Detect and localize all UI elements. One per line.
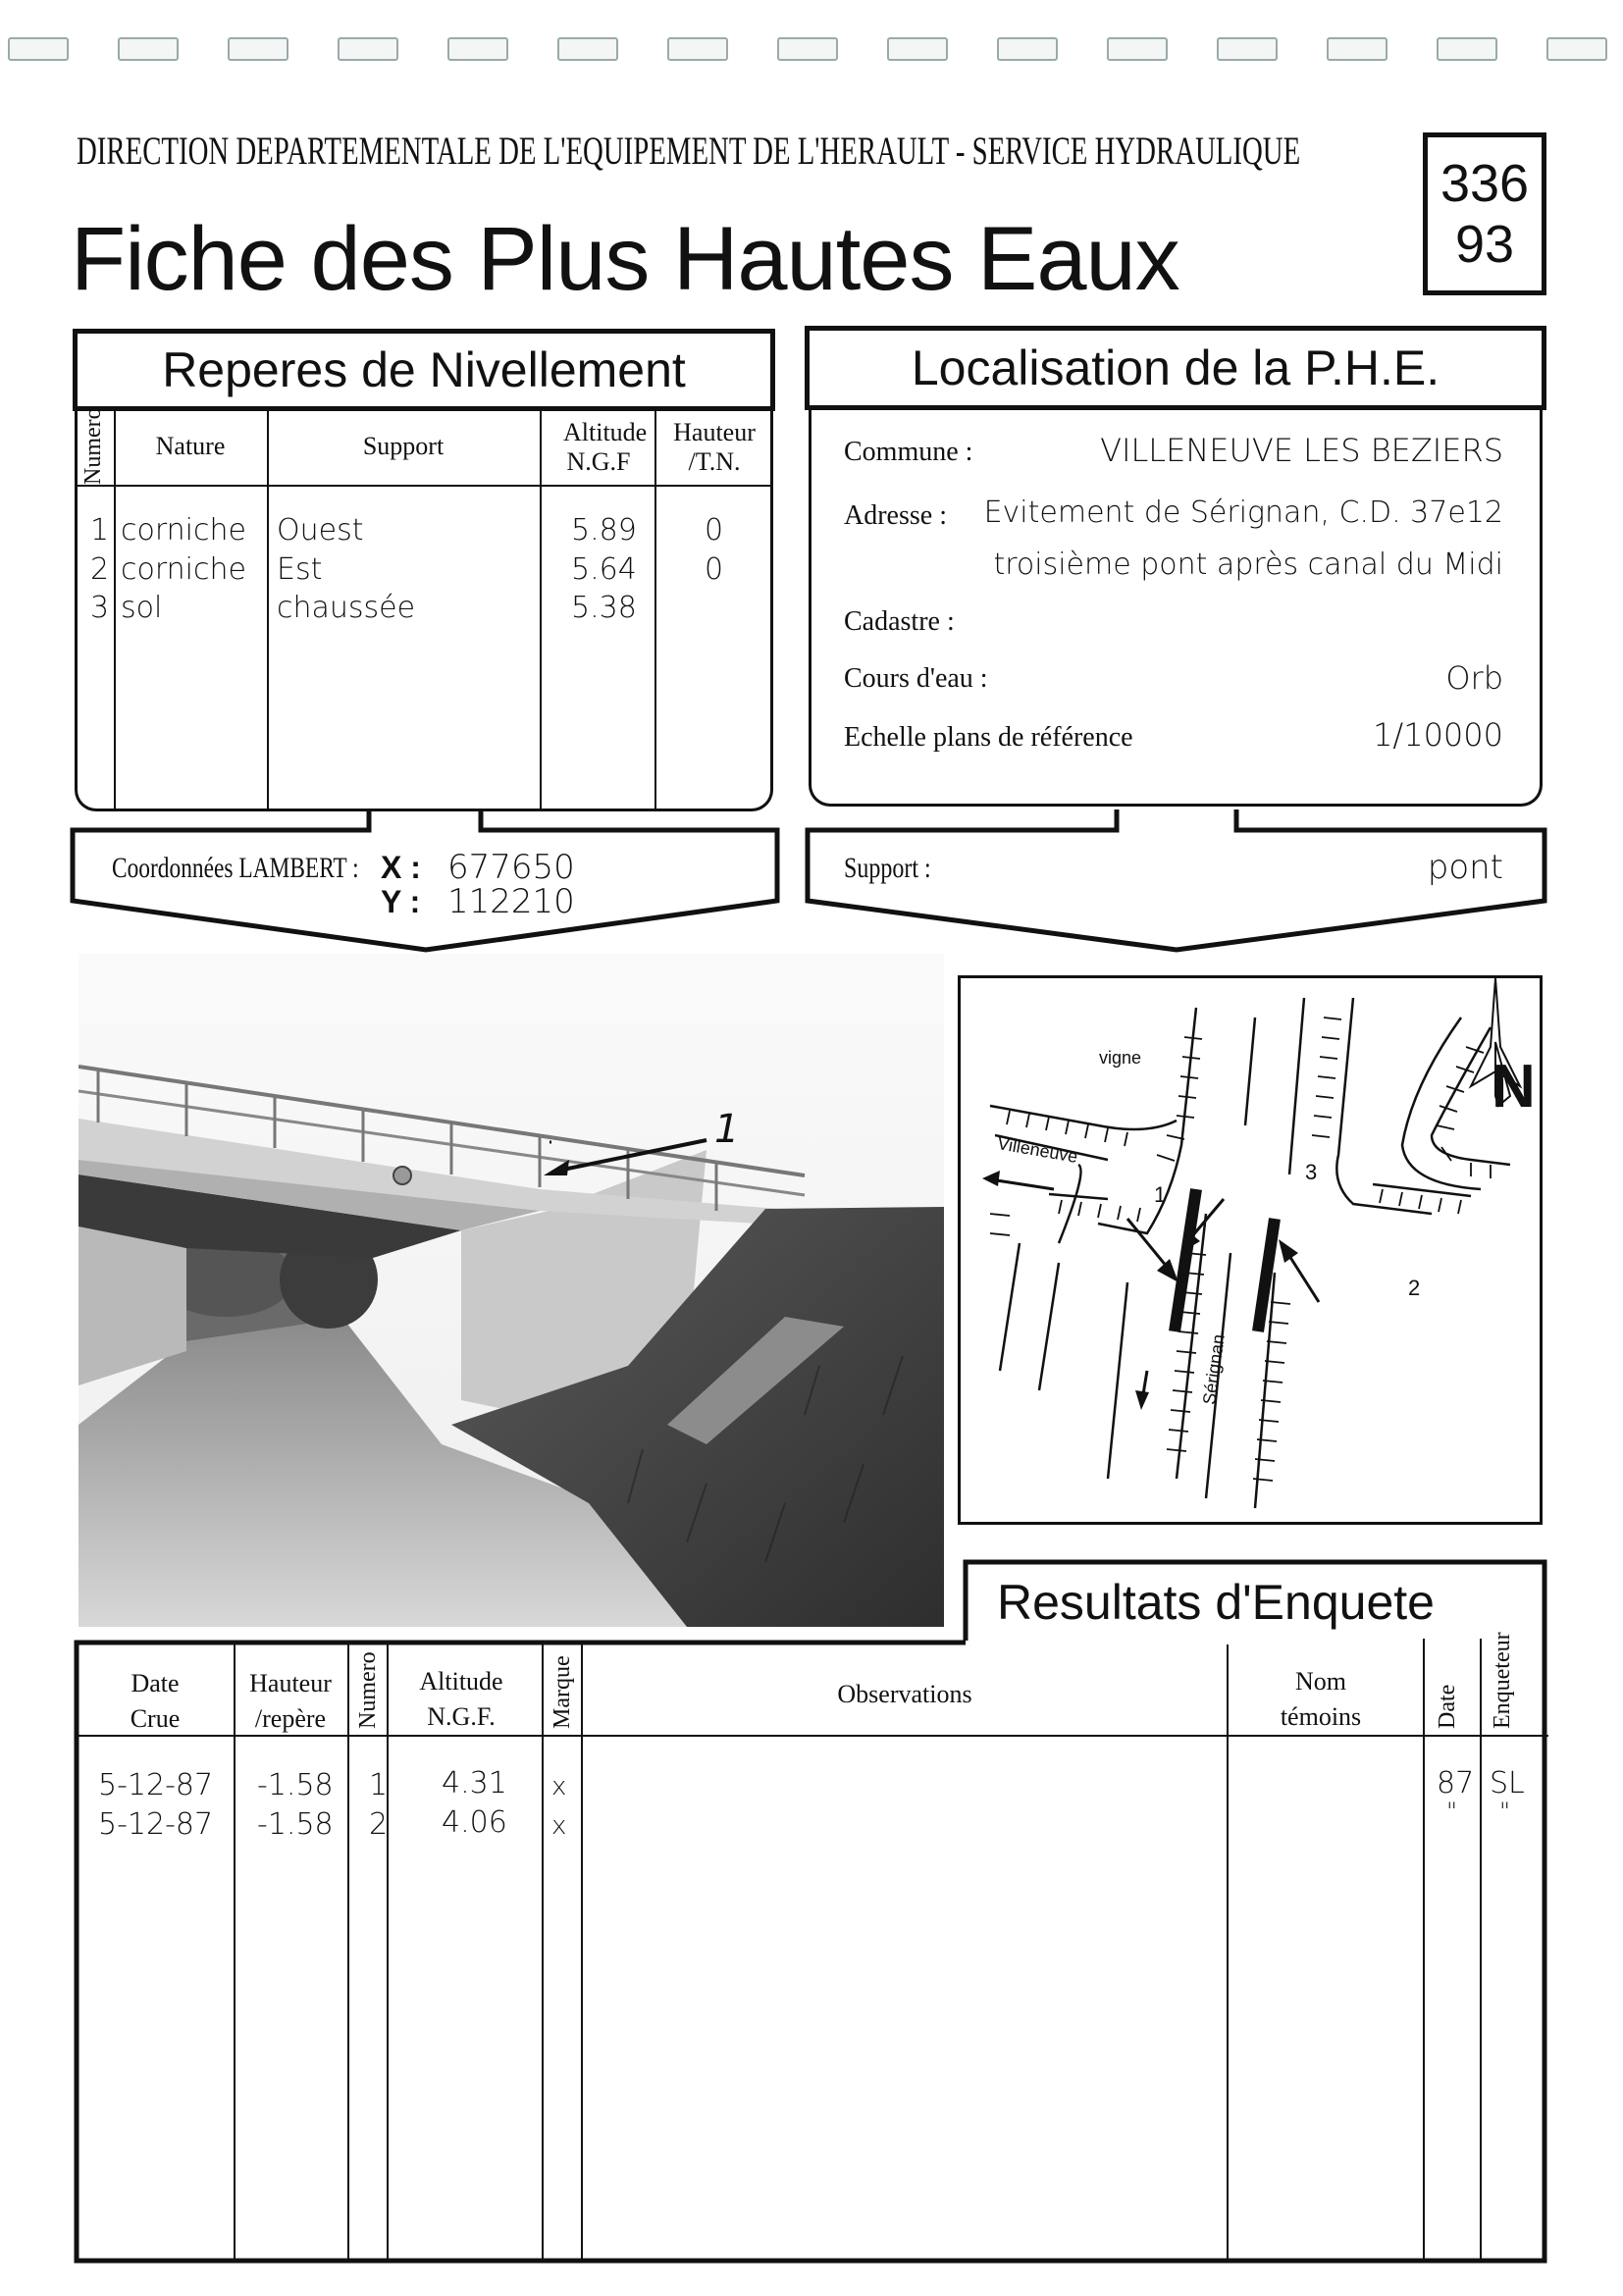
plan-mark-2: 2 [1408, 1276, 1421, 1300]
cours-eau-label: Cours d'eau : [844, 663, 988, 694]
reference-year: 93 [1454, 215, 1515, 274]
plan-label-villeneuve: Villeneuve [995, 1132, 1079, 1168]
cours-eau-value: Orb [1445, 659, 1503, 697]
col-date-crue: Date Crue [130, 1669, 181, 1733]
plan-label-serignan: Sérignan [1199, 1332, 1229, 1406]
reference-number: 336 [1440, 154, 1530, 213]
adresse-line-2: troisième pont après canal du Midi [993, 548, 1503, 582]
col-observations: Observations [837, 1680, 972, 1708]
photo-marker-label: 1 [714, 1107, 740, 1152]
col-hauteur-repere: Hauteur /repère [249, 1669, 332, 1733]
lambert-label: Coordonnées LAMBERT : [112, 852, 359, 884]
plan-mark-3: 3 [1305, 1160, 1318, 1184]
lambert-x-label: X : [381, 850, 421, 885]
adresse-label: Adresse : [844, 500, 947, 531]
col-numero: Numero [80, 407, 106, 485]
col-marque: Marque [550, 1655, 575, 1729]
adresse-line-1: Evitement de Sérignan, C.D. 37e12 [983, 496, 1503, 530]
col-altitude-ngf: Altitude N.G.F. [419, 1667, 503, 1731]
bridge-photo [79, 954, 944, 1627]
cadastre-label: Cadastre : [844, 606, 955, 637]
agency-header: DIRECTION DEPARTEMENTALE DE L'EQUIPEMENT DE L'HERAULT - SERVICE HYDRAULIQUE [77, 129, 1301, 173]
plan-mark-1: 1 [1154, 1182, 1167, 1207]
resultats-title: Resultats d'Enquete [997, 1575, 1435, 1630]
echelle-label: Echelle plans de référence [844, 722, 1133, 753]
reperes-title: Reperes de Nivellement [73, 329, 775, 411]
page-title: Fiche des Plus Hautes Eaux [71, 209, 1179, 309]
lambert-y-value: 112210 [447, 882, 575, 921]
echelle-value: 1/10000 [1373, 716, 1503, 754]
col-nature: Nature [155, 432, 226, 460]
support-label: Support : [844, 852, 931, 884]
col-date: Date [1435, 1684, 1460, 1729]
col-support: Support [362, 432, 445, 460]
lambert-y-label: Y : [381, 884, 421, 919]
reference-box [1423, 132, 1546, 295]
support-value: pont [1427, 848, 1503, 887]
localisation-title: Localisation de la P.H.E. [805, 326, 1546, 410]
commune-value: VILLENEUVE LES BEZIERS [1100, 432, 1503, 469]
plan-drawing [961, 978, 1540, 1522]
col-hauteur: Hauteur /T.N. [673, 418, 756, 476]
plan-label-vigne: vigne [1099, 1048, 1142, 1068]
lambert-x-value: 677650 [447, 848, 575, 887]
commune-label: Commune : [844, 437, 973, 467]
col-altitude: Altitude N.G.F [563, 418, 648, 476]
col-enqueteur: Enqueteur [1490, 1632, 1515, 1729]
col-numero-resultats: Numero [355, 1651, 381, 1729]
col-nom-temoins: Nom témoins [1280, 1667, 1362, 1731]
plan-north: N [1492, 1053, 1536, 1121]
